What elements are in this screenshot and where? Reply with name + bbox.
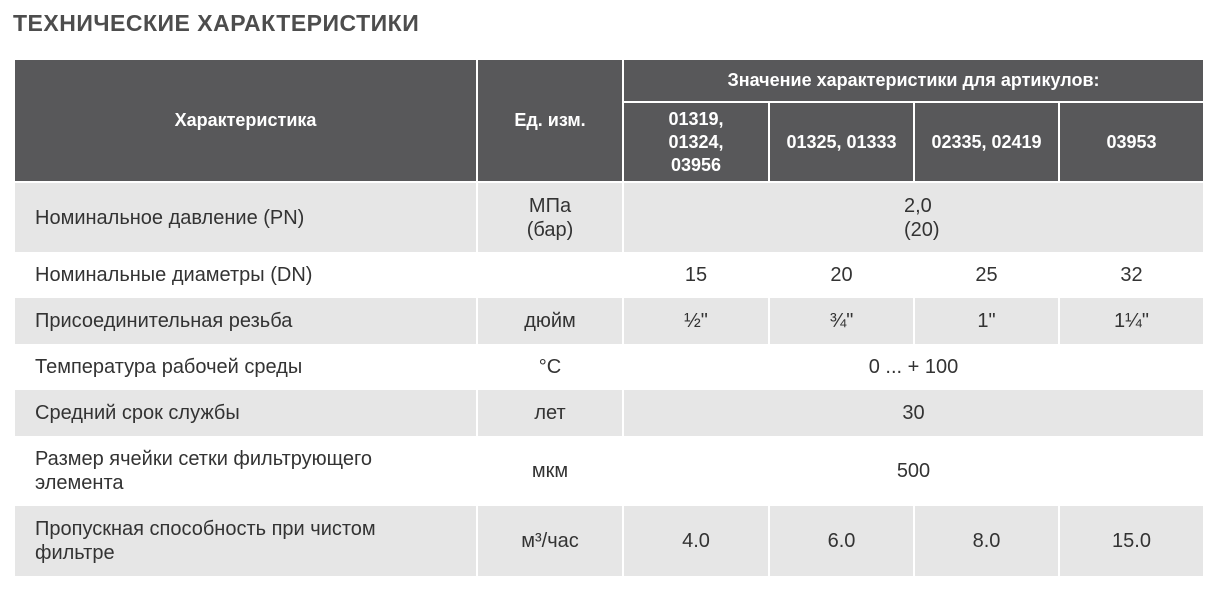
- row-value-4: 32: [1059, 252, 1204, 298]
- row-value-3: 8.0: [914, 506, 1059, 576]
- row-name: Размер ячейки сетки фильтрующего элемента: [14, 436, 477, 506]
- table-row: [14, 506, 1204, 576]
- header-characteristic: Характеристика: [14, 59, 477, 182]
- row-value: 500: [623, 436, 1204, 506]
- table-row: [14, 344, 1204, 390]
- row-name: Пропускная способность при чистом фильтре: [14, 506, 477, 576]
- row-name: Присоединительная резьба: [14, 298, 477, 344]
- header-article-1: 01319, 01324, 03956: [623, 102, 769, 182]
- header-article-2: 01325, 01333: [769, 102, 914, 182]
- row-value-2: ¾": [769, 298, 914, 344]
- row-value-3: 1": [914, 298, 1059, 344]
- row-value-4: 1¼": [1059, 298, 1204, 344]
- row-name: Номинальное давление (PN): [14, 182, 477, 252]
- row-value-2: 6.0: [769, 506, 914, 576]
- row-name: Температура рабочей среды: [14, 344, 477, 390]
- table-row: [14, 390, 1204, 436]
- row-value-1: 15: [623, 252, 769, 298]
- row-value: 0 ... + 100: [623, 344, 1204, 390]
- row-value-1: 4.0: [623, 506, 769, 576]
- row-unit: дюйм: [477, 298, 623, 344]
- row-unit: [477, 252, 623, 298]
- header-row-group: [14, 59, 1204, 102]
- row-name: Номинальные диаметры (DN): [14, 252, 477, 298]
- page-title: ТЕХНИЧЕСКИЕ ХАРАКТЕРИСТИКИ: [13, 10, 420, 36]
- row-value-2: 20: [769, 252, 914, 298]
- header-article-3: 02335, 02419: [914, 102, 1059, 182]
- header-values-group: Значение характеристики для артикулов:: [623, 59, 1204, 102]
- row-value: 2,0 (20): [623, 182, 1204, 252]
- row-value-3: 25: [914, 252, 1059, 298]
- table-row: [14, 298, 1204, 344]
- row-name: Средний срок службы: [14, 390, 477, 436]
- table-row: [14, 436, 1204, 506]
- row-unit: лет: [477, 390, 623, 436]
- row-value-4: 15.0: [1059, 506, 1204, 576]
- spec-table: [13, 58, 1205, 576]
- row-unit: мкм: [477, 436, 623, 506]
- row-value-1: ½": [623, 298, 769, 344]
- header-article-4: 03953: [1059, 102, 1204, 182]
- row-unit: °С: [477, 344, 623, 390]
- row-value: 30: [623, 390, 1204, 436]
- table-row: [14, 252, 1204, 298]
- header-unit: Ед. изм.: [477, 59, 623, 182]
- row-unit: МПа (бар): [477, 182, 623, 252]
- table-row: [14, 182, 1204, 252]
- row-unit: м³/час: [477, 506, 623, 576]
